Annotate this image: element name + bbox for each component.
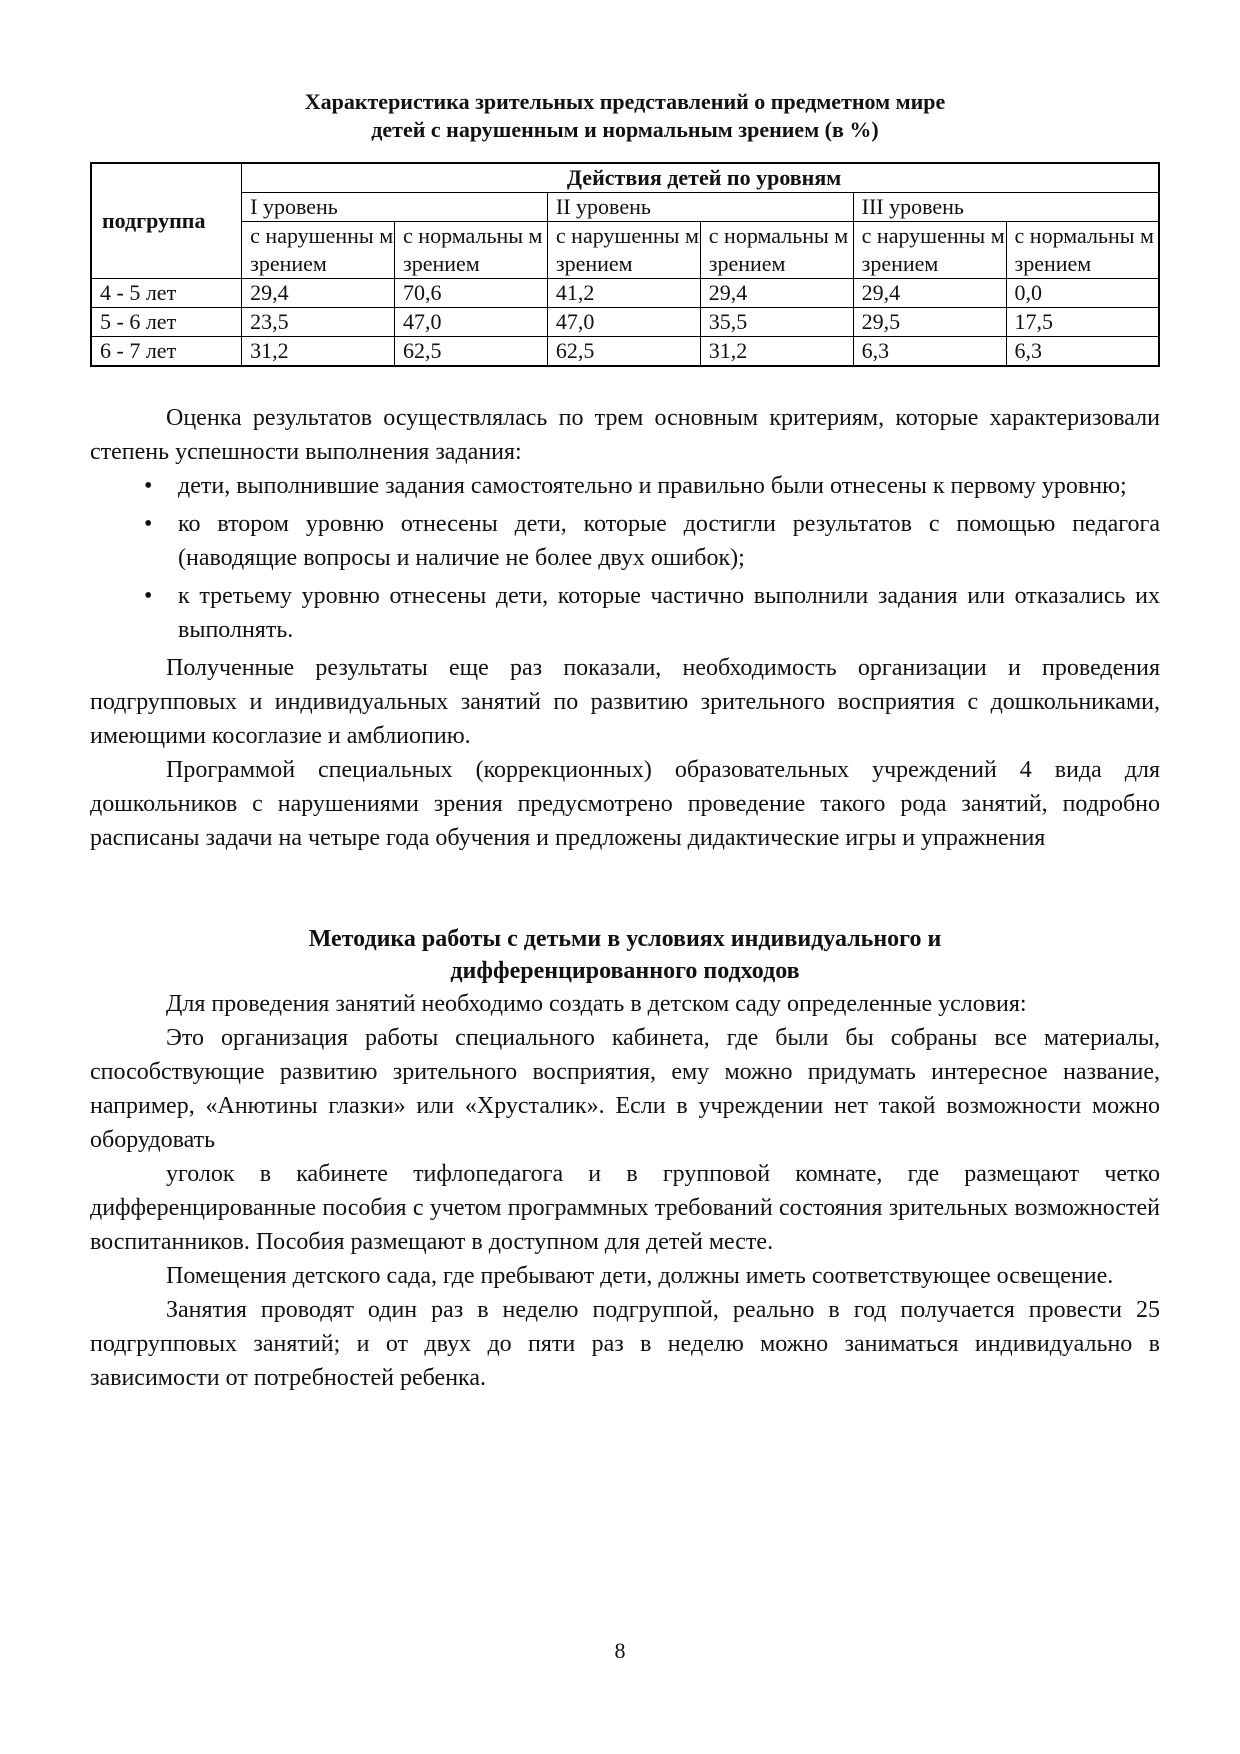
column-subheader: с нарушенны м зрением: [547, 222, 700, 279]
page-number: 8: [614, 1638, 626, 1663]
value-cell: 0,0: [1006, 279, 1159, 308]
table-row: [91, 337, 1159, 367]
bullet-icon: •: [144, 583, 153, 609]
value-cell: 17,5: [1006, 308, 1159, 337]
age-cell: 4 - 5 лет: [91, 279, 242, 308]
level-header: III уровень: [853, 193, 1159, 222]
paragraph-cabinet: Это организация работы специального кабинета, где были бы собраны все материалы, способствующие развитию зрительного восприятия, ему можно придумать интересное название, например, «Анютины глазки» или «Хрусталик». Если в учреждении нет такой возможности можно оборудовать: [90, 1025, 1160, 1153]
paragraph-lighting: Помещения детского сада, где пребывают дети, должны иметь соответствующее освещение.: [166, 1263, 1114, 1289]
column-subheader: с нормальны м зрением: [700, 222, 853, 279]
value-cell: 47,0: [547, 308, 700, 337]
value-cell: 31,2: [700, 337, 853, 367]
results-table: [90, 162, 1160, 367]
list-item: [146, 469, 1160, 503]
body-text: [90, 401, 1160, 1395]
value-cell: 62,5: [395, 337, 548, 367]
age-cell: 6 - 7 лет: [91, 337, 242, 367]
actions-header: Действия детей по уровням: [242, 163, 1159, 193]
table-row: [91, 279, 1159, 308]
paragraph-program: Программой специальных (коррекционных) образовательных учреждений 4 вида для дошкольников с нарушениями зрения предусмотрено проведение такого рода занятий, подробно расписаны задачи на четыре года обучения и предложены дидактические игры и упражнения: [90, 757, 1160, 851]
value-cell: 29,4: [853, 279, 1006, 308]
section-title-line-2: дифференцированного подходов: [450, 958, 800, 984]
value-cell: 29,5: [853, 308, 1006, 337]
value-cell: 6,3: [1006, 337, 1159, 367]
table-title: [90, 88, 1160, 144]
value-cell: 31,2: [242, 337, 395, 367]
section-title-line-1: Методика работы с детьми в условиях индивидуального и: [308, 926, 942, 952]
section-title: [90, 923, 1160, 987]
list-item-text: дети, выполнившие задания самостоятельно и правильно были отнесены к первому уровню;: [178, 473, 1127, 499]
column-subheader: с нарушенны м зрением: [242, 222, 395, 279]
table-title-line-2: детей с нарушенным и нормальным зрением (в %): [371, 117, 879, 142]
value-cell: 70,6: [395, 279, 548, 308]
paragraph-schedule: Занятия проводят один раз в неделю подгруппой, реально в год получается провести 25 подгрупповых занятий; и от двух до пяти раз в неделю можно заниматься индивидуально в зависимости от потребностей ребенка.: [90, 1297, 1160, 1391]
subgroup-header: подгруппа: [91, 163, 242, 279]
value-cell: 35,5: [700, 308, 853, 337]
column-subheader: с нормальны м зрением: [1006, 222, 1159, 279]
paragraph-corner: уголок в кабинете тифлопедагога и в групповой комнате, где размещают четко дифференцированные пособия с учетом программных требований состояния зрительных возможностей воспитанников. Пособия размещают в доступном для детей месте.: [90, 1161, 1160, 1255]
value-cell: 6,3: [853, 337, 1006, 367]
paragraph-evaluation: Оценка результатов осуществлялась по трем основным критериям, которые характеризовали степень успешности выполнения задания:: [90, 405, 1160, 465]
bullet-icon: •: [144, 473, 153, 499]
document-page: [90, 88, 1160, 1395]
list-item: [146, 507, 1160, 575]
value-cell: 47,0: [395, 308, 548, 337]
paragraph-results: Полученные результаты еще раз показали, необходимость организации и проведения подгрупповых и индивидуальных занятий по развитию зрительного восприятия с дошкольниками, имеющими косоглазие и амблиопию.: [90, 655, 1160, 749]
value-cell: 41,2: [547, 279, 700, 308]
value-cell: 62,5: [547, 337, 700, 367]
column-subheader: с нормальны м зрением: [395, 222, 548, 279]
table-title-line-1: Характеристика зрительных представлений о предметном мире: [304, 89, 946, 114]
column-subheader: с нарушенны м зрением: [853, 222, 1006, 279]
paragraph-conditions: Для проведения занятий необходимо создать в детском саду определенные условия:: [166, 991, 1027, 1017]
table-row: [91, 308, 1159, 337]
list-item-text: к третьему уровню отнесены дети, которые частично выполнили задания или отказались их выполнять.: [178, 583, 1160, 643]
value-cell: 29,4: [242, 279, 395, 308]
list-item: [146, 579, 1160, 647]
value-cell: 29,4: [700, 279, 853, 308]
criteria-list: [90, 469, 1160, 647]
level-header: II уровень: [547, 193, 853, 222]
list-item-text: ко втором уровню отнесены дети, которые достигли результатов с помощью педагога (наводящие вопросы и наличие не более двух ошибок);: [178, 511, 1160, 571]
age-cell: 5 - 6 лет: [91, 308, 242, 337]
value-cell: 23,5: [242, 308, 395, 337]
bullet-icon: •: [144, 511, 153, 537]
level-header: I уровень: [242, 193, 548, 222]
